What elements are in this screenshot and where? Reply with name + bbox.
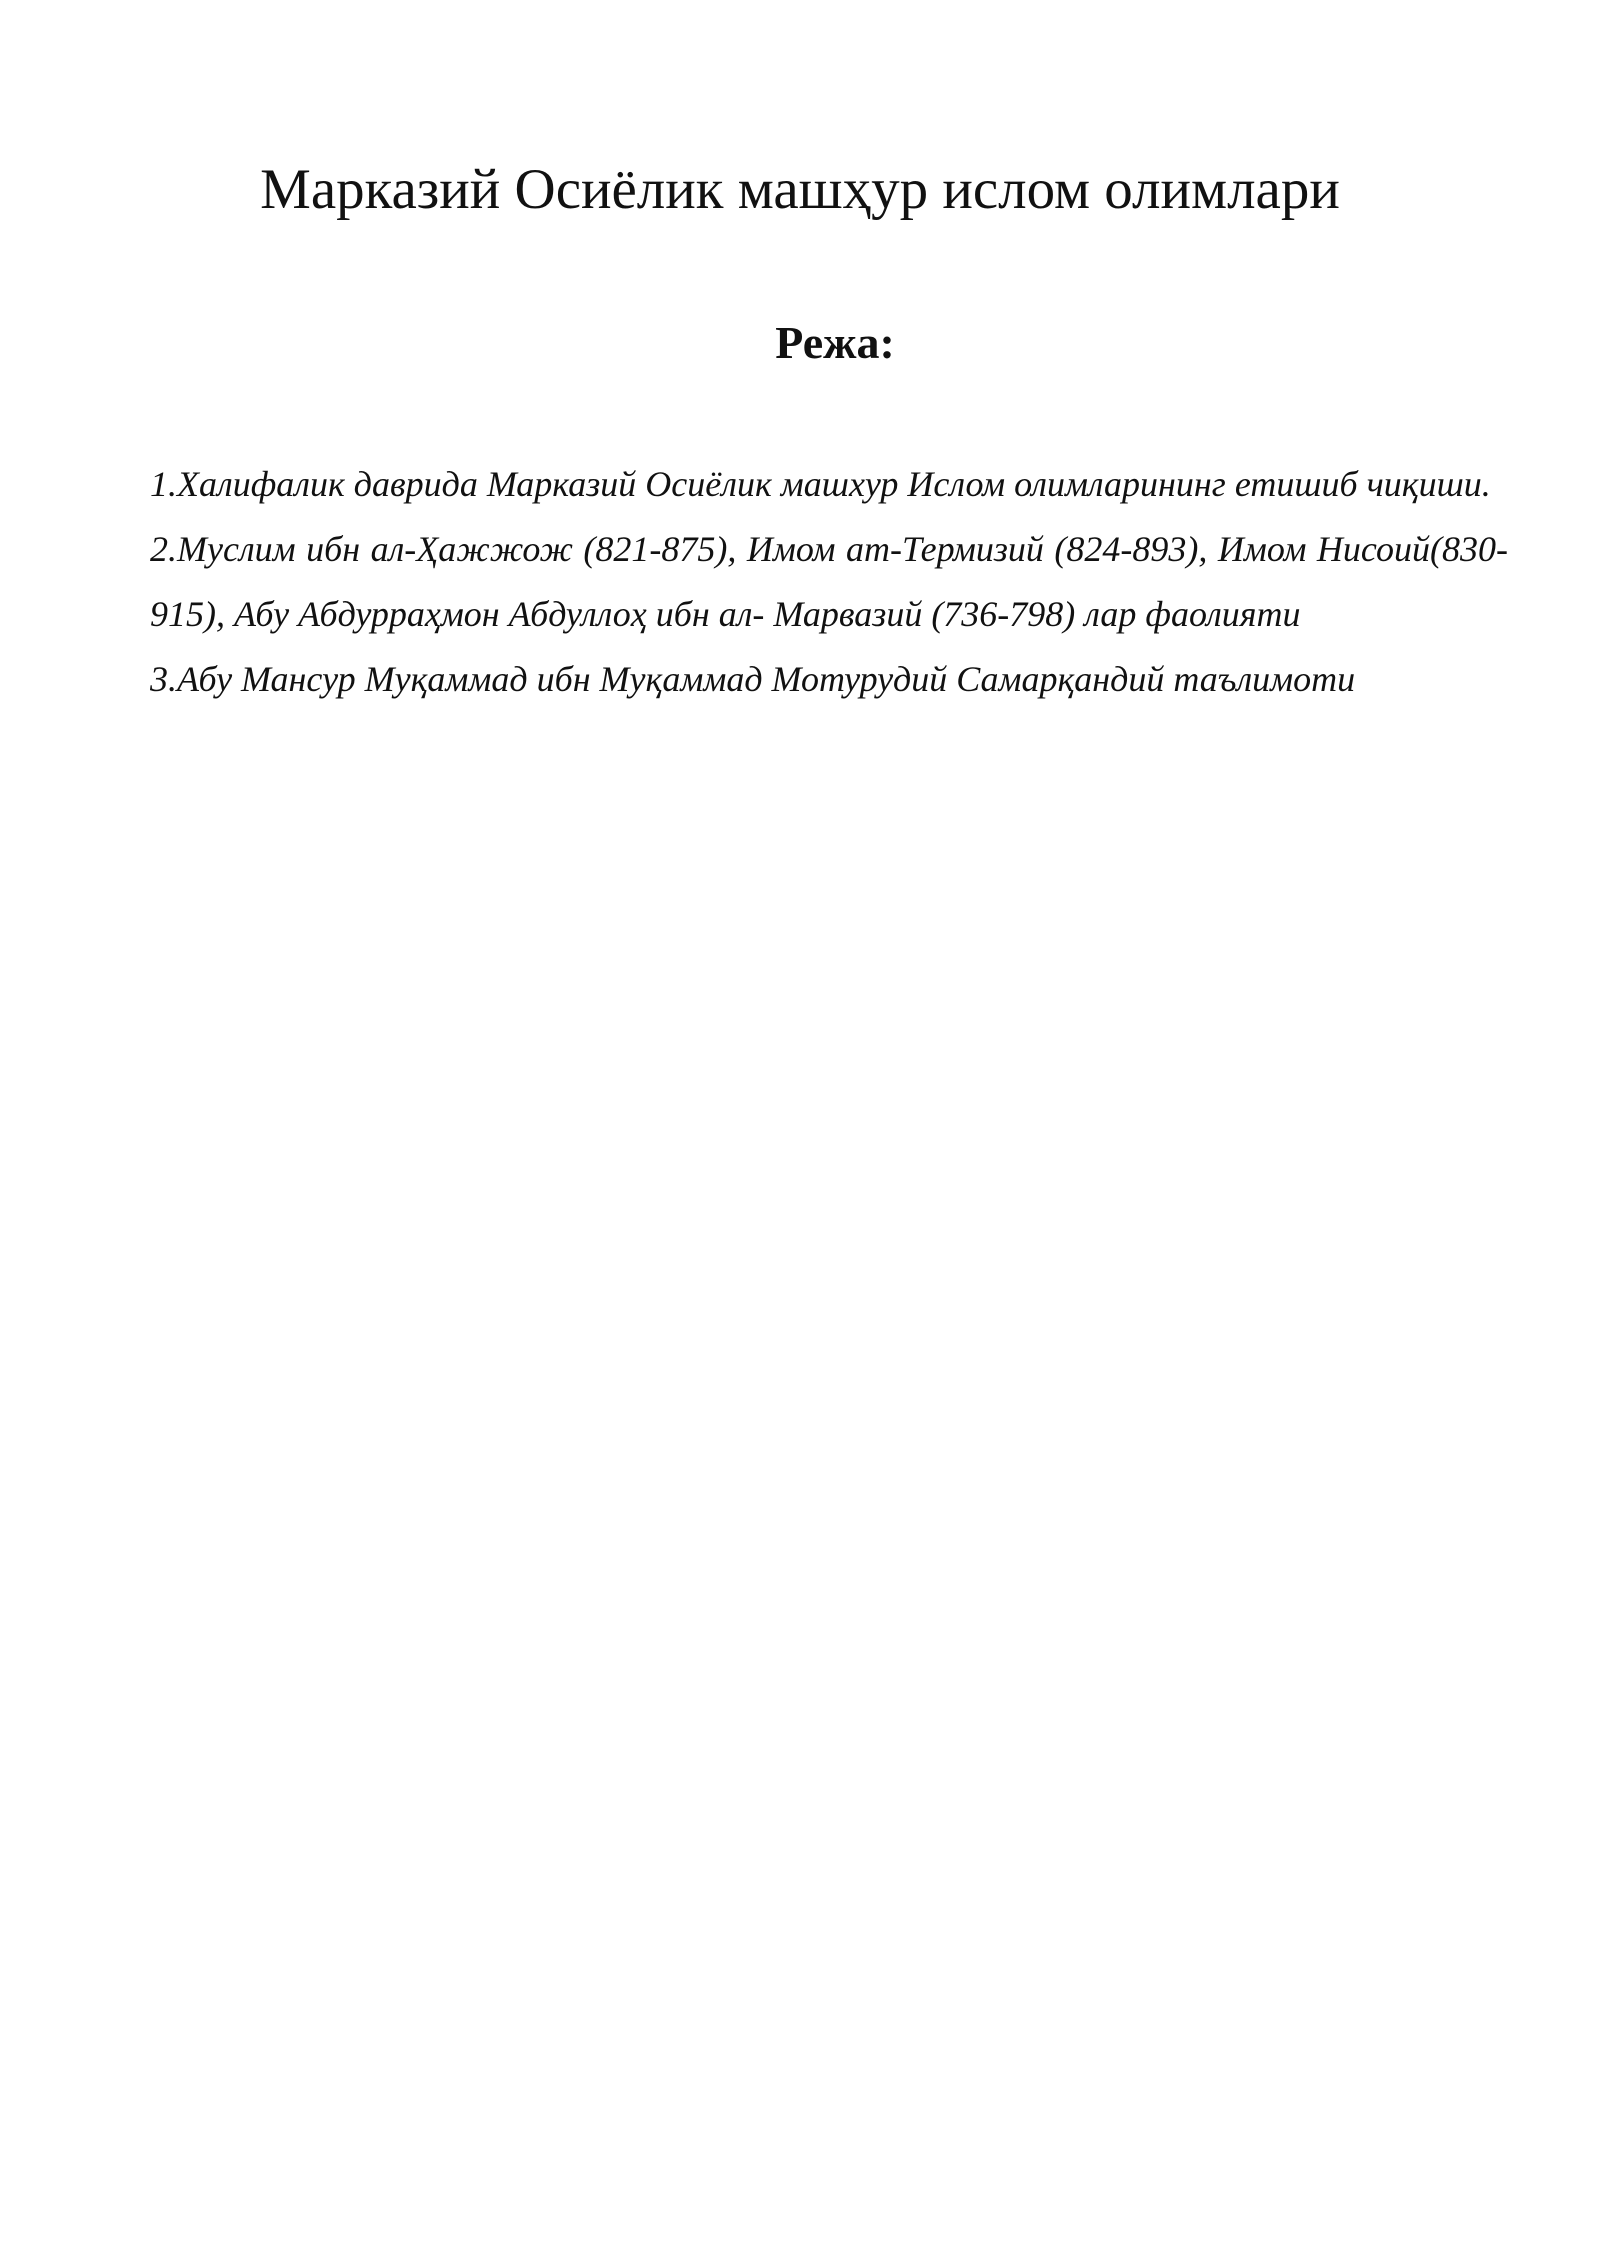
plan-item-3: 3.Абу Мансур Муқаммад ибн Муқаммад Мотурудий Самарқандий таълимоти [150,659,1356,699]
page-title: Марказий Осиёлик машҳур ислом олимлари [260,158,1340,221]
plan-heading: Режа: [775,317,895,368]
plan-item-2: 2.Муслим ибн ал-Ҳажжож (821-875), Имом ат-Термизий (824-893), Имом Нисоий(830-915), Абу Абдурраҳмон Абдуллоҳ ибн ал- Марвазий (736-798) лар фаолияти [150,529,1508,634]
plan-list [150,452,1508,712]
plan-item-1: 1.Халифалик даврида Марказий Осиёлик машхур Ислом олимларининг етишиб чиқиши. [150,464,1491,504]
